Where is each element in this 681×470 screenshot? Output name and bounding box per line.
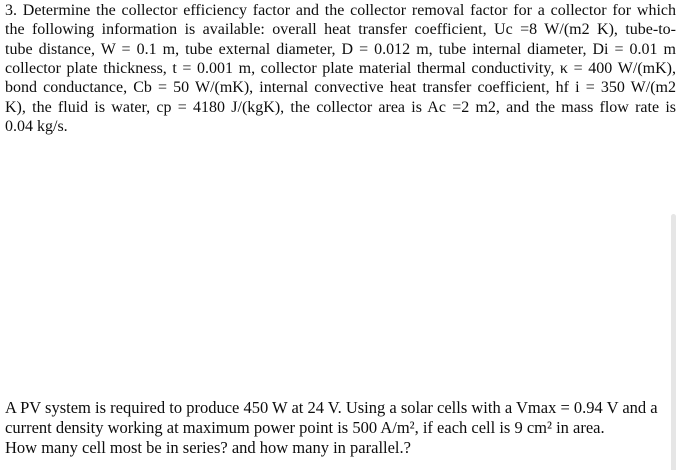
text-line: bond conductance, Cb = 50 W/(mK), internal convective heat transfer coefficient, hf i = 350 W/(m2 [5, 79, 676, 97]
text-line: collector plate thickness, t = 0.001 m, collector plate material thermal conductivity, κ = 400 W/(mK), [5, 60, 676, 78]
text-line: tube distance, W = 0.1 m, tube external diameter, D = 0.012 m, tube internal diameter, Di = 0.01 m [5, 40, 676, 58]
text-line: How many cell most be in series? and how many in parallel.? [5, 438, 411, 457]
scrollbar-thumb[interactable] [671, 214, 676, 470]
text-line: 0.04 kg/s. [5, 118, 68, 136]
problem-pv-paragraph [5, 398, 677, 458]
text-line: 3. Determine the collector efficiency factor and the collector removal factor for a collector for which [5, 2, 676, 19]
problem-3-paragraph [5, 1, 676, 136]
text-line: A PV system is required to produce 450 W at 24 V. Using a solar cells with a Vmax = 0.94 V and a [5, 398, 658, 417]
text-line: K), the fluid is water, cp = 4180 J/(kgK), the collector area is Ac =2 m2, and the mass flow rate is [5, 98, 676, 116]
text-line: the following information is available: overall heat transfer coefficient, Uc =8 W/(m2 K), tube-to- [5, 21, 676, 39]
text-line: current density working at maximum power point is 500 A/m², if each cell is 9 cm² in area. [5, 418, 605, 437]
